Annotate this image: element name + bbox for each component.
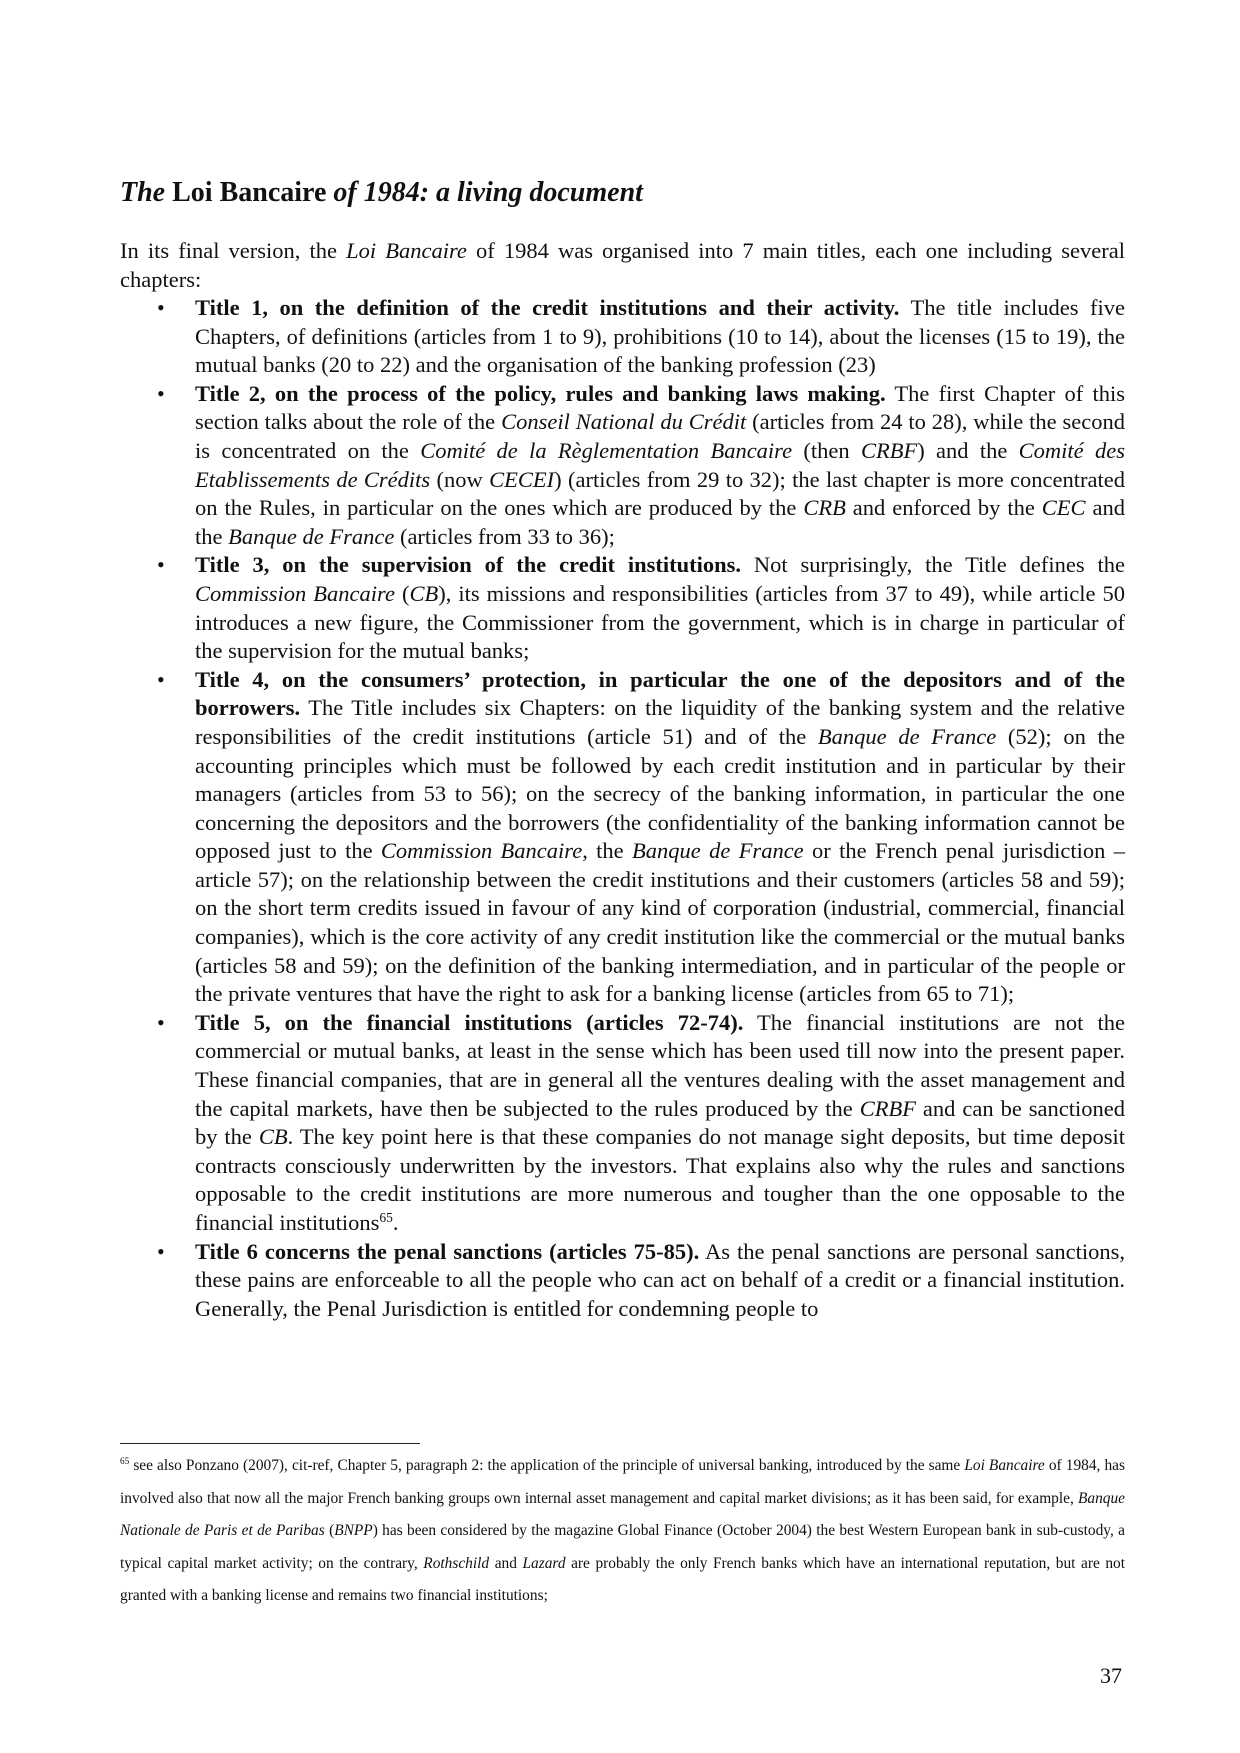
list-item-title-1: • Title 1, on the definition of the credit institutions and their activity. The title includes five Chapters, of definitions (articles from 1 to 9), prohibitions (10 to 14), about the licenses (15 to 19), the mutual banks (20 to 22) and the organisation of the banking profession (23) [157,295,1125,378]
list-item-title-6: • Title 6 concerns the penal sanctions (articles 75-85). As the penal sanctions are personal sanctions, these pains are enforceable to all the people who can act on behalf of a credit or a financial institution. Generally, the Penal Jurisdiction is entitled for condemning people to [157,1238,1126,1321]
list-item-title-2: • Title 2, on the process of the policy, rules and banking laws making. The first Chapter of this section talks about the role of the Conseil National du Crédit (articles from 24 to 28), while the second is concentrated on the Comité de la Règlementation Bancaire (then CRBF) and the Comité des Etablissements de Crédits (now CECEI) (articles from 29 to 32); the last chapter is more concentrated on the Rules, in particular on the ones which are produced by the CRB and enforced by the CEC and the Banque de France (articles from 33 to 36); [157,380,1125,549]
list-item-title-4: • Title 4, on the consumers’ protection, in particular the one of the depositors and of the borrowers. The Title includes six Chapters: on the liquidity of the banking system and the relative responsibilities of the credit institutions (article 51) and of the Banque de France (52); on the accounting principles which must be followed by each credit institution and in particular by their managers (articles from 53 to 56); on the secrecy of the banking information, in particular the one concerning the depositors and the borrowers (the confidentiality of the banking information cannot be opposed just to the Commission Bancaire, the Banque de France or the French penal jurisdiction – article 57); on the relationship between the credit institutions and their customers (articles 58 and 59); on the short term credits issued in favour of any kind of corporation (industrial, commercial, financial companies), which is the core activity of any credit institution like the commercial or the mutual banks (articles 58 and 59); on the definition of the banking intermediation, and in particular of the people or the private ventures that have the right to ask for a banking license (articles from 65 to 71); [157,666,1125,1007]
footnote-marker: 65 [120,1456,130,1467]
footnote-reference[interactable]: 65 [379,1209,393,1225]
page-number: 37 [1100,1663,1122,1688]
bullet-icon: • [157,666,165,692]
titles-list [120,294,1125,1323]
footnote-divider [120,1443,420,1444]
footnote-65: $^{65}$ see also Ponzano (2007), cit-ref, Chapter 5, paragraph 2: the application of the principle of universal banking, introduced by the same Loi Bancaire of 1984, has involved also that now all the major French banking groups own internal asset management and capital market divisions; as it has been said, for example, Banque Nationale de Paris et de Paribas (BNPP) has been considered by the magazine Global Finance (October 2004) the best Western European bank in sub-custody, a typical capital market activity; on the contrary, Rothschild and Lazard are probably the only French banks which have an international reputation, but are not granted with a banking license and remains two financial institutions; [120,1456,1126,1604]
list-item-title-5: • Title 5, on the financial institutions (articles 72-74). The financial institutions are not the commercial or mutual banks, at least in the sense which has been used till now into the present paper. These financial companies, that are in general all the ventures dealing with the asset management and the capital markets, have then be subjected to the rules produced by the CRBF and can be sanctioned by the CB. The key point here is that these companies do not manage sight deposits, but time deposit contracts consciously underwritten by the investors. That explains also why the rules and sanctions opposable to the credit institutions are more numerous and tougher than the one opposable to the financial institutions$^{65}$. [157,1009,1125,1235]
bullet-icon: • [157,295,165,320]
document-body [120,175,1125,1323]
section-heading: The Loi Bancaire of 1984: a living document [120,177,643,208]
bullet-icon: • [157,1238,165,1264]
bullet-icon: • [157,380,165,406]
bullet-icon: • [157,552,165,578]
intro-paragraph: In its final version, the Loi Bancaire of 1984 was organised into 7 main titles, each one including several chapters: [120,238,1125,292]
bullet-icon: • [157,1009,165,1035]
list-item-title-3: • Title 3, on the supervision of the credit institutions. Not surprisingly, the Title defines the Commission Bancaire (CB), its missions and responsibilities (articles from 37 to 49), while article 50 introduces a new figure, the Commissioner from the government, which is in charge in particular of the supervision for the mutual banks; [157,552,1125,664]
